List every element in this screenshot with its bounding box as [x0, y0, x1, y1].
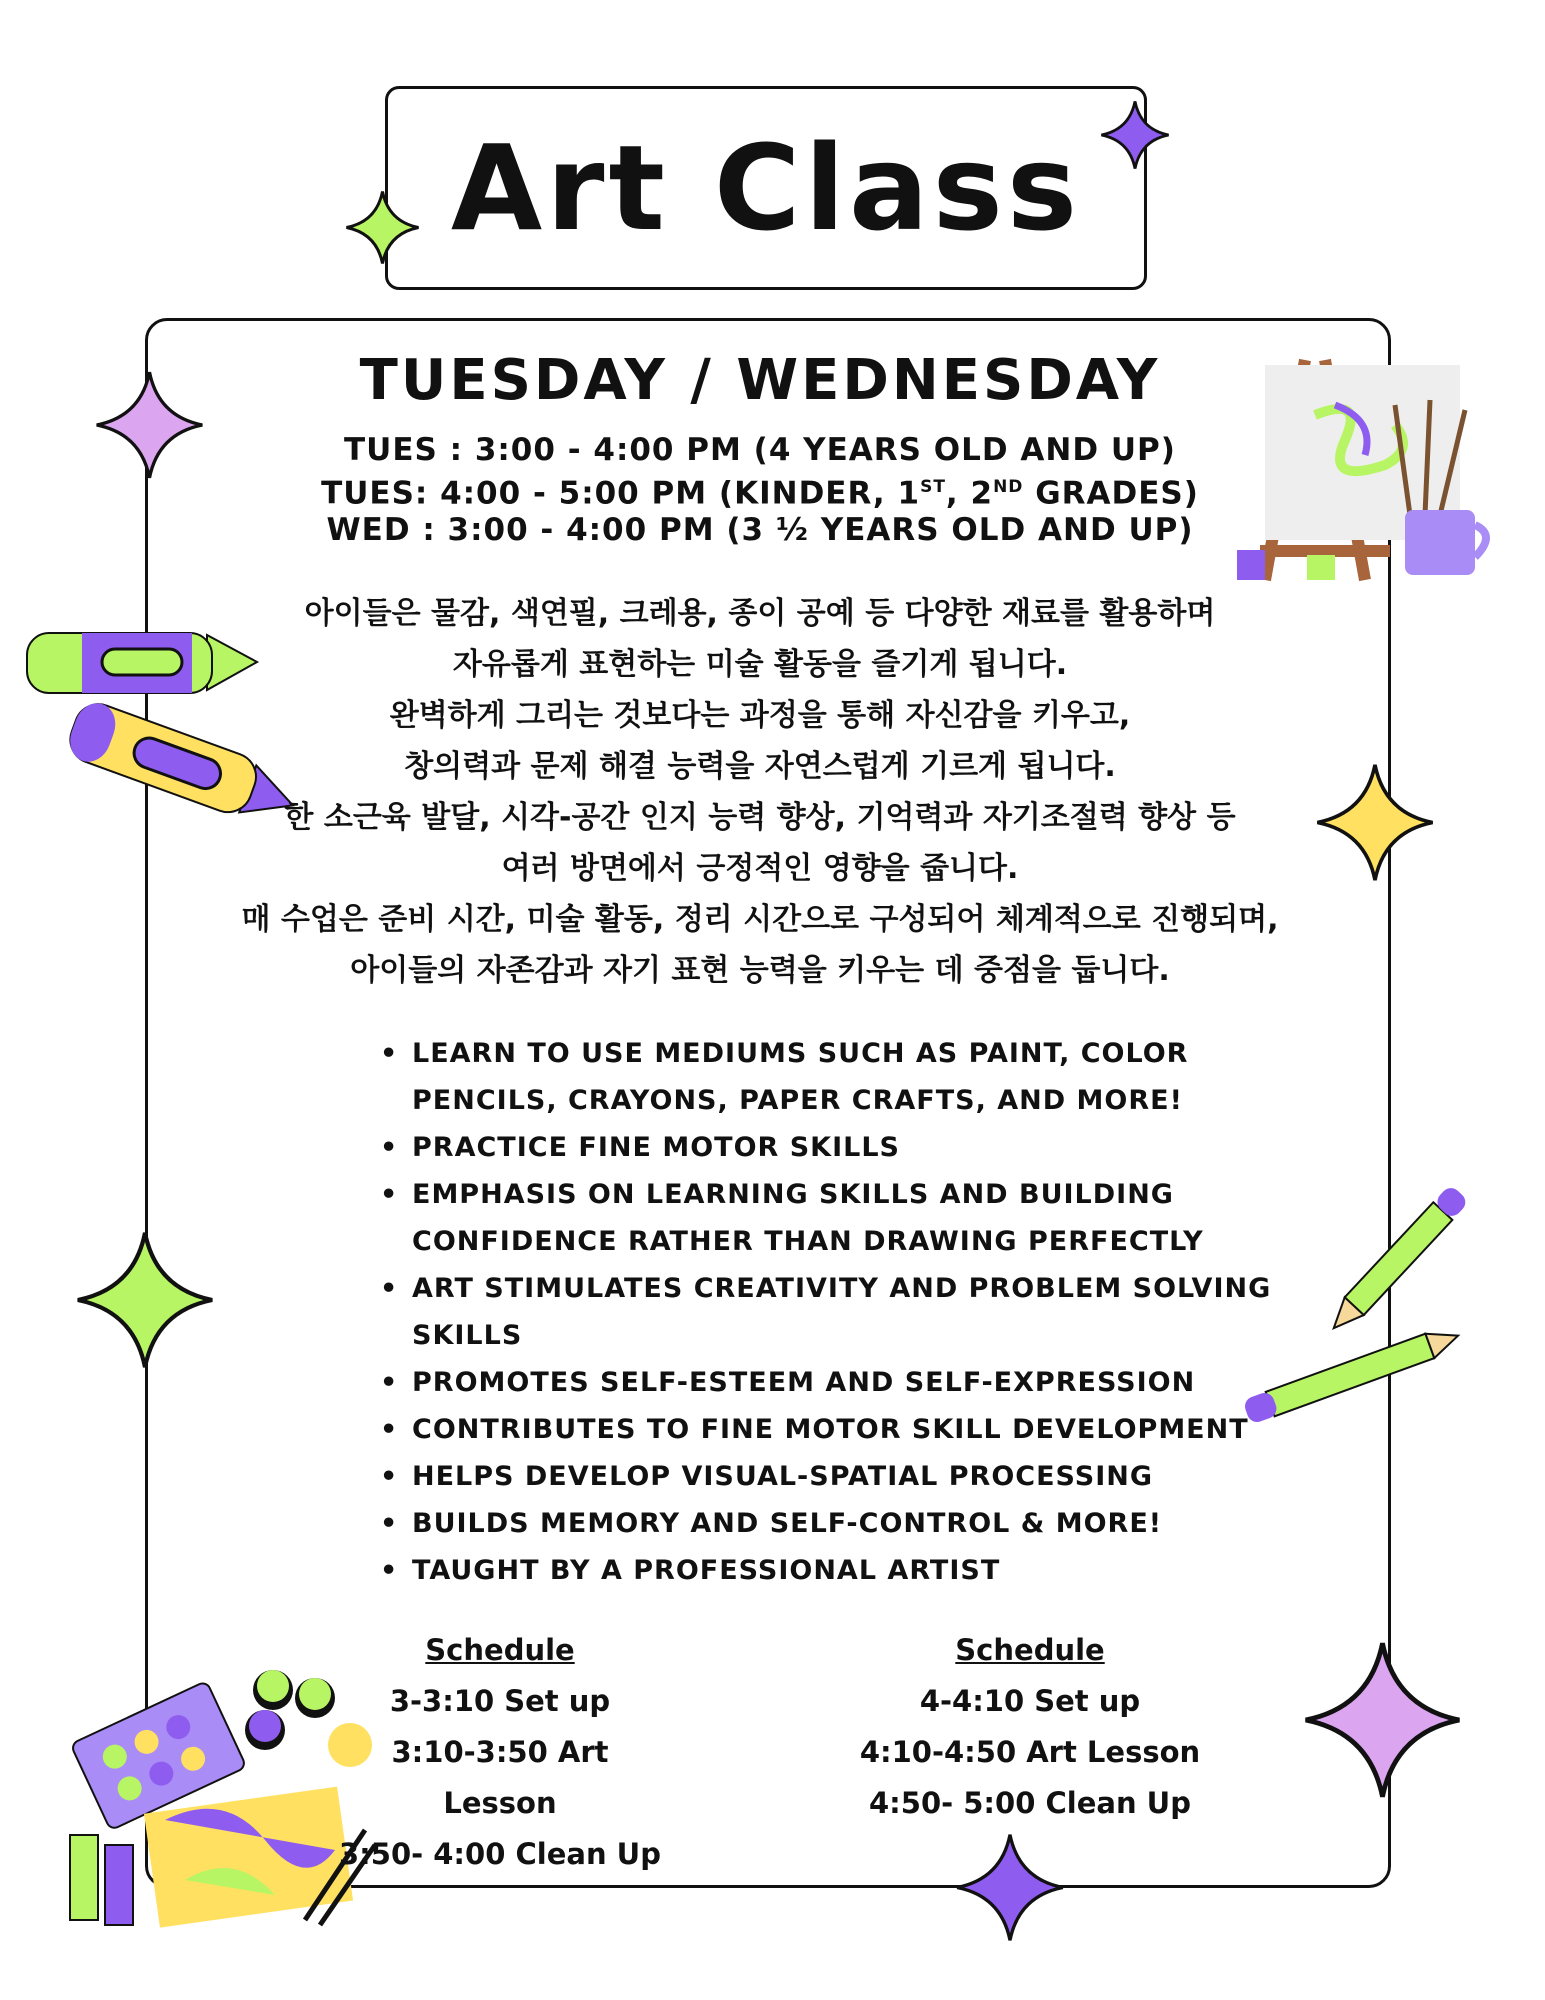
page-title: Art Class [450, 119, 1082, 257]
ordinal-suffix: ST [920, 477, 946, 497]
schedule-title: Schedule [955, 1633, 1105, 1667]
title-box [385, 86, 1147, 290]
sparkle-icon [75, 1230, 215, 1370]
korean-line: 한 소근육 발달, 시각-공간 인지 능력 향상, 기억력과 자기조절력 향상 등 [284, 800, 1236, 835]
list-item: • PRACTICE FINE MOTOR SKILLS [380, 1124, 1280, 1171]
list-item: • HELPS DEVELOP VISUAL-SPATIAL PROCESSING [380, 1453, 1280, 1500]
sparkle-icon [1300, 1640, 1465, 1800]
list-item: • TAUGHT BY A PROFESSIONAL ARTIST [380, 1547, 1280, 1594]
korean-line: 아이들은 물감, 색연필, 크레용, 종이 공예 등 다양한 재료를 활용하며 [304, 596, 1216, 631]
schedule-item: 4-4:10 Set up [919, 1684, 1141, 1718]
korean-line: 아이들의 자존감과 자기 표현 능력을 키우는 데 중점을 둡니다. [350, 953, 1170, 988]
time-line-3: WED : 3:00 - 4:00 PM (3 ½ YEARS OLD AND UP) [326, 512, 1194, 549]
list-item: • EMPHASIS ON LEARNING SKILLS AND BUILDING CONFIDENCE RATHER THAN DRAWING PERFECTLY [380, 1171, 1280, 1265]
time-line-2 [250, 469, 1270, 512]
list-item: • LEARN TO USE MEDIUMS SUCH AS PAINT, COLOR PENCILS, CRAYONS, PAPER CRAFTS, AND MORE! [380, 1030, 1280, 1124]
sparkle-icon [345, 190, 420, 265]
schedule-tuesday-early [330, 1625, 670, 1880]
list-item: • PROMOTES SELF-ESTEEM AND SELF-EXPRESSION [380, 1359, 1280, 1406]
schedule-item: 3:50- 4:00 Clean Up [338, 1837, 661, 1871]
schedule-item: 4:50- 5:00 Clean Up [868, 1786, 1191, 1820]
korean-line: 자유롭게 표현하는 미술 활동을 즐기게 됩니다. [452, 647, 1068, 682]
time-line-2-part: TUES: 4:00 - 5:00 PM (KINDER, 1 [321, 475, 921, 512]
schedule-item: 3:10-3:50 Art Lesson [391, 1735, 609, 1820]
days-heading: TUESDAY / WEDNESDAY [359, 348, 1161, 413]
ordinal-suffix: ND [993, 477, 1024, 497]
time-line-1: TUES : 3:00 - 4:00 PM (4 YEARS OLD AND UP) [344, 432, 1176, 468]
sparkle-icon [1100, 100, 1170, 170]
sparkle-icon [92, 370, 207, 480]
class-times [250, 432, 1270, 549]
sparkle-icon [1315, 760, 1435, 885]
schedule-title: Schedule [425, 1633, 575, 1667]
time-line-2-part: , 2 [945, 475, 994, 512]
schedule-tuesday-late [850, 1625, 1210, 1829]
korean-line: 여러 방면에서 긍정적인 영향을 줍니다. [501, 851, 1019, 886]
schedule-item: 3-3:10 Set up [389, 1684, 611, 1718]
benefits-list [380, 1030, 1280, 1594]
korean-line: 완벽하게 그리는 것보다는 과정을 통해 자신감을 키우고, [389, 698, 1131, 733]
list-item: • CONTRIBUTES TO FINE MOTOR SKILL DEVELOPMENT [380, 1406, 1280, 1453]
time-line-2-part: GRADES) [1023, 475, 1199, 512]
list-item: • BUILDS MEMORY AND SELF-CONTROL & MORE! [380, 1500, 1280, 1547]
list-item: • ART STIMULATES CREATIVITY AND PROBLEM SOLVING SKILLS [380, 1265, 1280, 1359]
korean-line: 매 수업은 준비 시간, 미술 활동, 정리 시간으로 구성되어 체계적으로 진행되며, [241, 902, 1279, 937]
korean-description [200, 588, 1320, 996]
korean-line: 창의력과 문제 해결 능력을 자연스럽게 기르게 됩니다. [404, 749, 1116, 784]
sparkle-icon [955, 1830, 1065, 1945]
schedule-item: 4:10-4:50 Art Lesson [859, 1735, 1201, 1769]
